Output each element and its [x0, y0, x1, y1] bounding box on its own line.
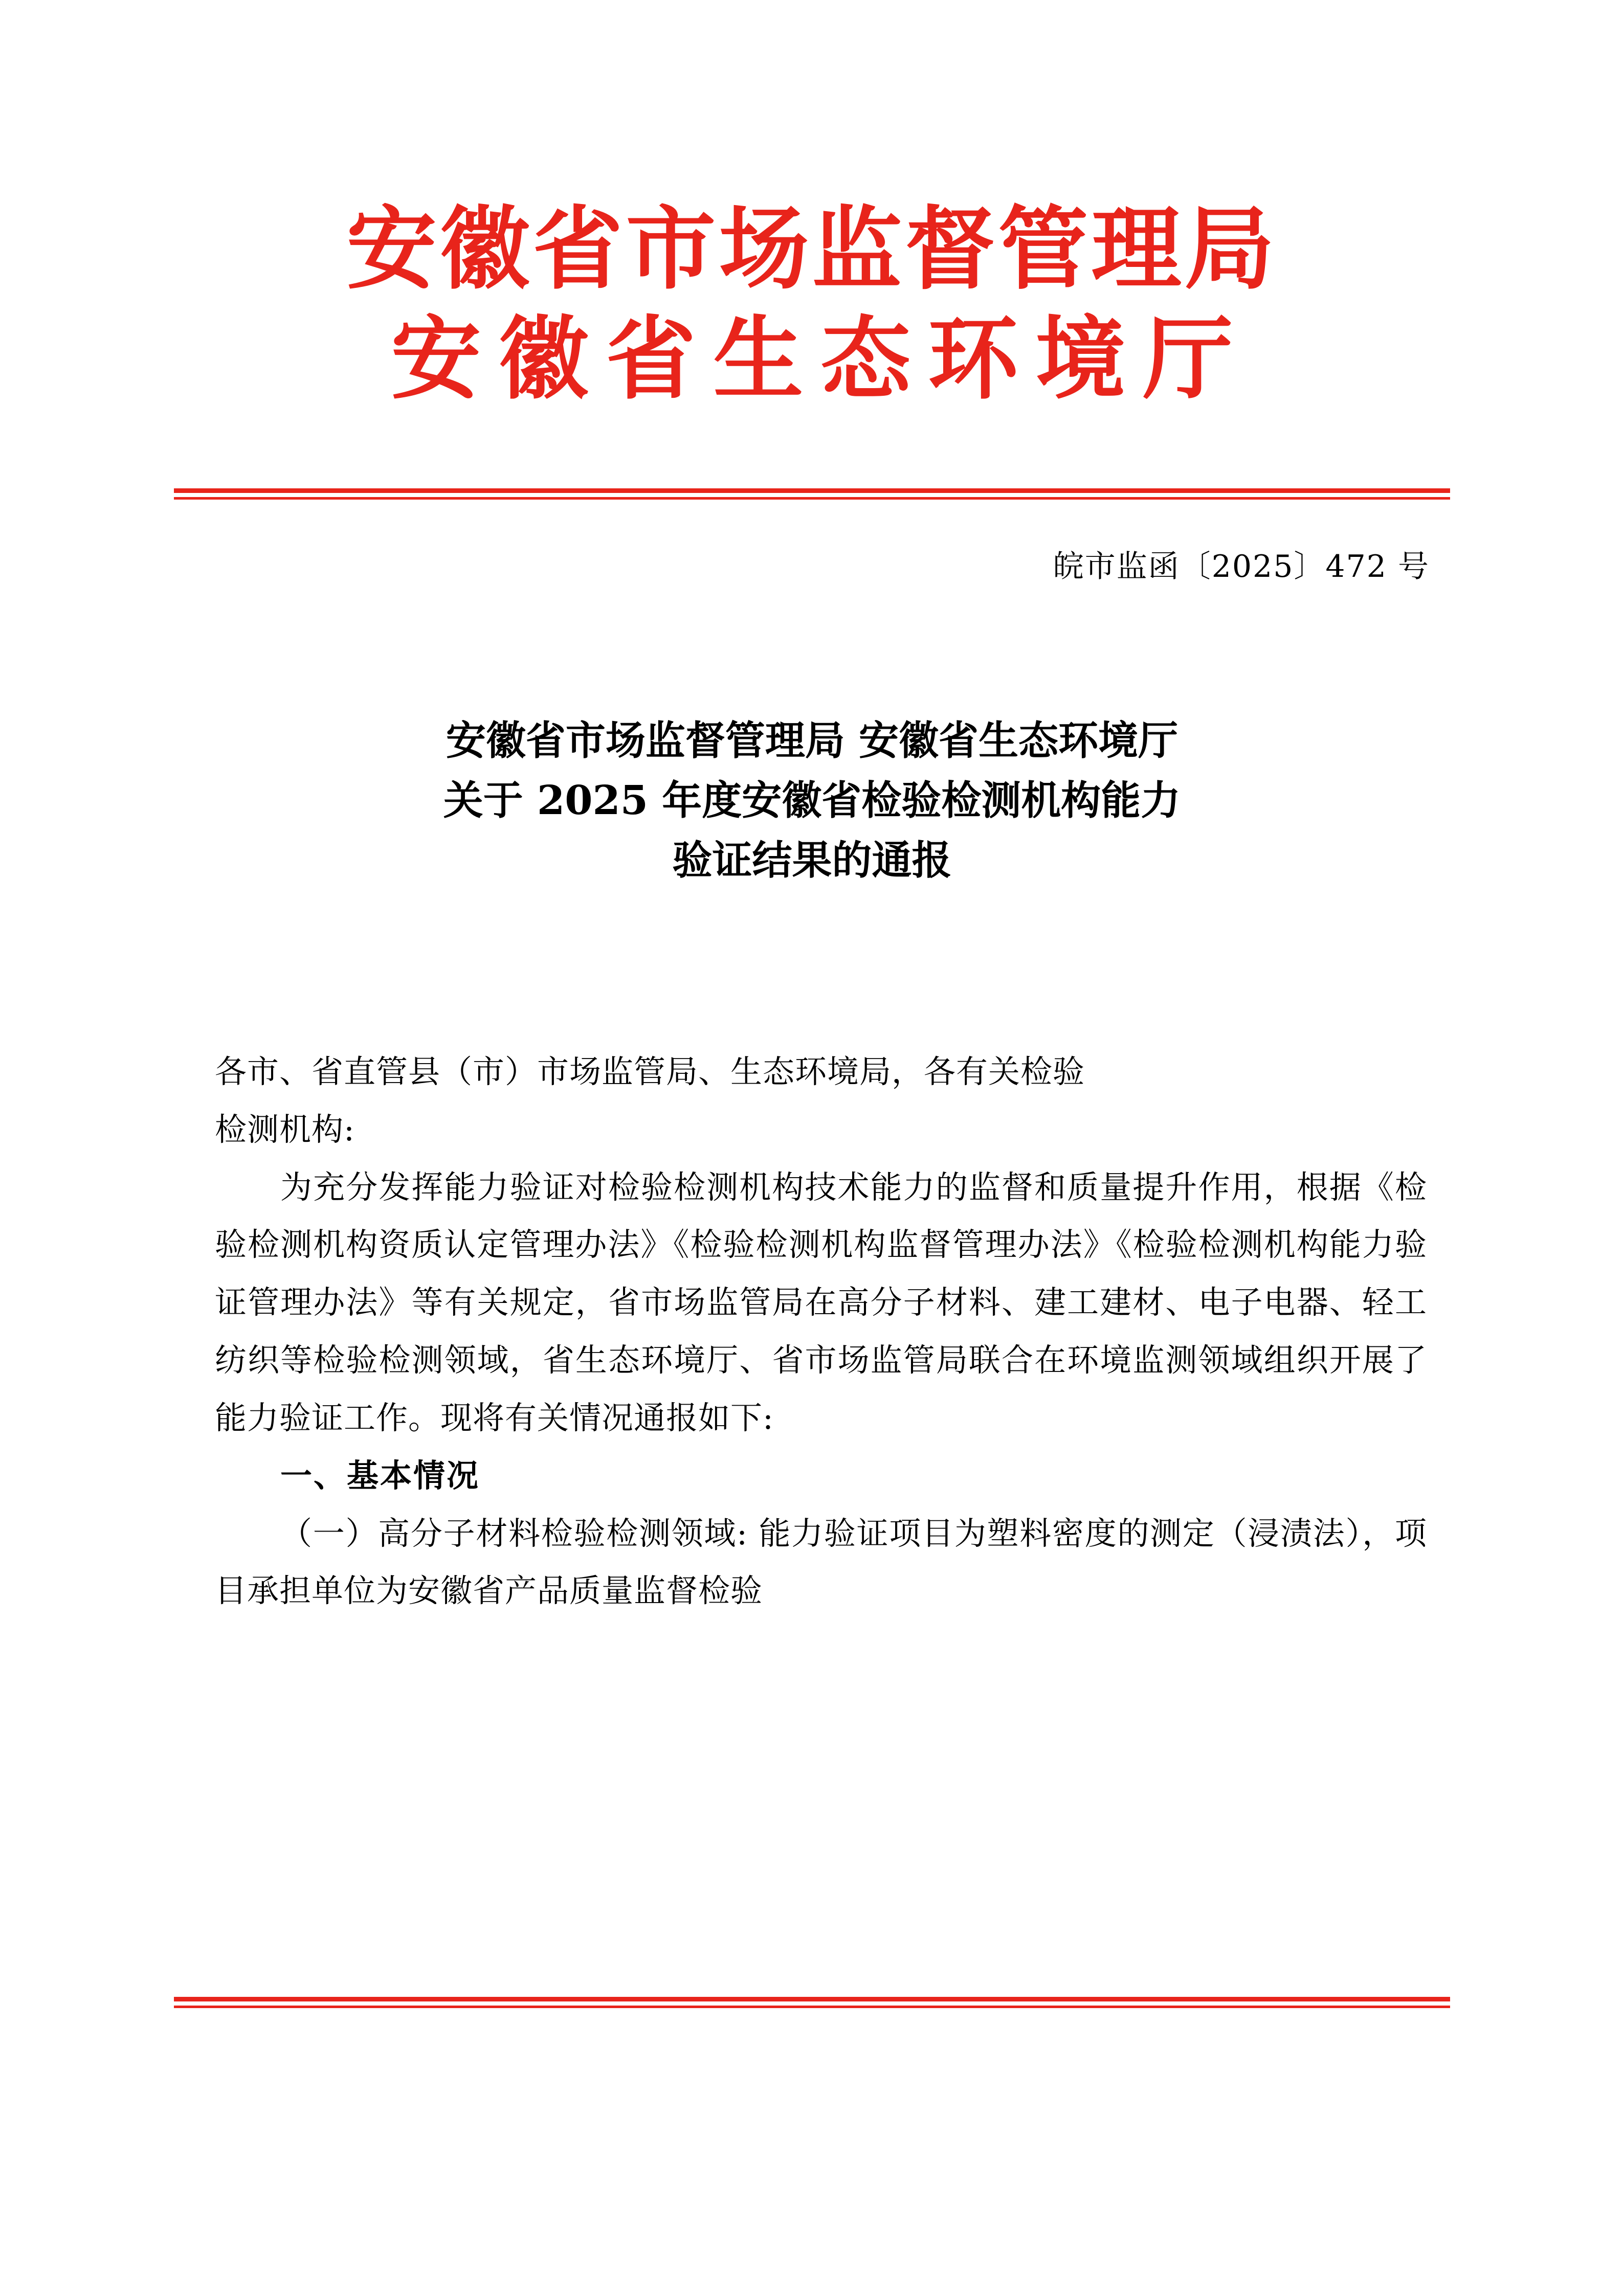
document-title-line-2: 关于 2025 年度安徽省检验检测机构能力 [443, 777, 1181, 824]
footer-divider-thick-rule [174, 1997, 1450, 2001]
header-divider-gap [174, 493, 1450, 497]
document-number: 皖市监函〔2025〕472 号 [1053, 549, 1430, 584]
salutation-line-1: 各市、省直管县（市）市场监管局、生态环境局，各有关检验 [215, 1053, 1085, 1090]
section-heading-1: 一、基本情况 [280, 1456, 480, 1494]
document-body [215, 1043, 1427, 1620]
footer-divider-gap [174, 2001, 1450, 2006]
letterhead-line-2: 安徽省生态环境厅 [391, 305, 1251, 412]
header-divider-thin-rule [174, 497, 1450, 500]
letterhead-line-1: 安徽省市场监督管理局 [346, 196, 1278, 302]
section-1-paragraph-1: （一）高分子材料检验检测领域: 能力验证项目为塑料密度的测定（浸渍法），项目承担单位为安徽省产品质量监督检验 [215, 1514, 1427, 1610]
header-divider [174, 488, 1450, 500]
header-divider-thick-rule [174, 488, 1450, 493]
body-paragraph-1: 为充分发挥能力验证对检验检测机构技术能力的监督和质量提升作用，根据《检验检测机构资质认定管理办法》《检验检测机构监督管理办法》《检验检测机构能力验证管理办法》等有关规定，省市场监管局在高分子材料、建工建材、电子电器、轻工纺织等检验检测领域，省生态环境厅、省市场监管局联合在环境监测领域组织开展了能力验证工作。现将有关情况通报如下: [215, 1168, 1427, 1436]
document-title-line-1: 安徽省市场监督管理局 安徽省生态环境厅 [446, 717, 1178, 764]
footer-divider [174, 1997, 1450, 2008]
letterhead [0, 194, 1624, 414]
salutation-line-2: 检测机构: [215, 1110, 355, 1148]
document-title [205, 711, 1419, 890]
document-title-line-3: 验证结果的通报 [672, 837, 952, 884]
footer-divider-thin-rule [174, 2006, 1450, 2008]
